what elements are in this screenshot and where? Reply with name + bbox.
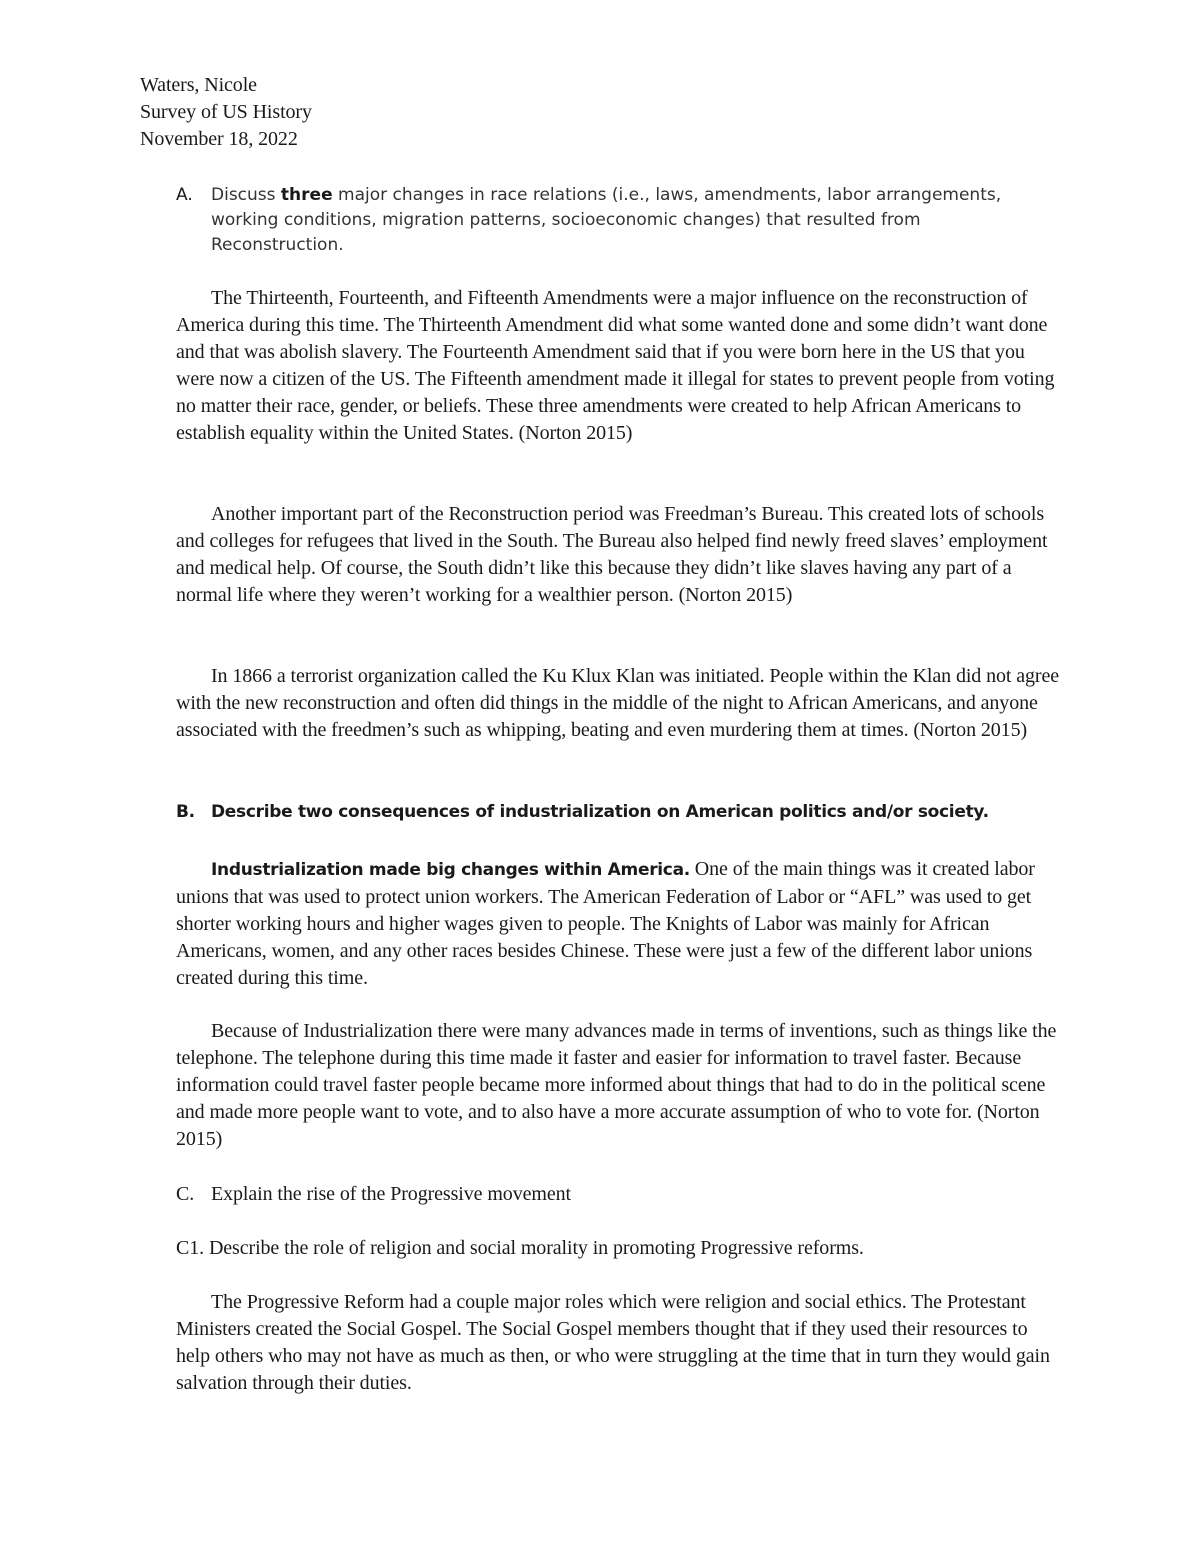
question-a-text-before: Discuss xyxy=(211,185,281,205)
answer-a-paragraph-3 xyxy=(176,663,1066,744)
question-c-number: C. xyxy=(176,1183,195,1205)
answer-b-p1-rest: One of the main things was it created labor unions that was used to protect union workers. The American Federation of Labor or “AFL” was used to get shorter working hours and higher wages given to people. The Knights of Labor was mainly for African Americans, women, and any other races besides Chinese. These were just a few of the different labor unions created during this time. xyxy=(176,858,1035,989)
question-c xyxy=(176,1181,1076,1208)
question-c1-text: C1. Describe the role of religion and social morality in promoting Progressive reforms. xyxy=(176,1237,864,1259)
answer-a-p3-text: In 1866 a terrorist organization called the Ku Klux Klan was initiated. People within the Klan did not agree with the new reconstruction and often did things in the middle of the night to African Americans, and anyone associated with the freedmen’s such as whipping, beating and even murdering them at times. (Norton 2015) xyxy=(176,665,1060,741)
answer-c1-paragraph-1 xyxy=(176,1289,1066,1397)
question-a xyxy=(176,183,1056,258)
question-c-text: Explain the rise of the Progressive movement xyxy=(211,1183,571,1205)
answer-b-p1-bold: Industrialization made big changes within America. xyxy=(211,860,690,880)
answer-a-p2-text: Another important part of the Reconstruction period was Freedman’s Bureau. This created lots of schools and colleges for refugees that lived in the South. The Bureau also helped find newly freed slaves’ employment and medical help. Of course, the South didn’t like this because they didn’t like slaves having any part of a normal life where they weren’t working for a wealthier person. (Norton 2015) xyxy=(176,503,1048,606)
answer-c1-p1-text: The Progressive Reform had a couple major roles which were religion and social ethics. The Protestant Ministers created the Social Gospel. The Social Gospel members thought that if they used their resources to help others who may not have as much as then, or who were struggling at the time that in turn they would gain salvation through their duties. xyxy=(176,1291,1050,1394)
course-name: Survey of US History xyxy=(140,101,312,123)
answer-b-paragraph-1 xyxy=(176,856,1066,992)
question-b-number: B. xyxy=(176,802,195,822)
question-c1 xyxy=(176,1235,1076,1262)
question-b-text: Describe two consequences of industrialization on American politics and/or society. xyxy=(211,802,989,822)
document-header xyxy=(140,72,1040,153)
question-a-text-after: major changes in race relations (i.e., laws, amendments, labor arrangements, working conditions, migration patterns, socioeconomic changes) that resulted from Reconstruction. xyxy=(211,185,1002,255)
student-name: Waters, Nicole xyxy=(140,74,257,96)
question-b xyxy=(176,800,1056,825)
question-a-emphasis: three xyxy=(280,185,333,205)
answer-b-paragraph-2 xyxy=(176,1018,1066,1153)
answer-b-p1 xyxy=(176,856,1066,992)
answer-a-paragraph-1 xyxy=(176,285,1066,447)
answer-a-paragraph-2 xyxy=(176,501,1066,609)
answer-a-p1-text: The Thirteenth, Fourteenth, and Fifteenth Amendments were a major influence on the reconstruction of America during this time. The Thirteenth Amendment did what some wanted done and some didn’t want done and that was abolish slavery. The Fourteenth Amendment said that if you were born here in the US that you were now a citizen of the US. The Fifteenth amendment made it illegal for states to prevent people from voting no matter their race, gender, or beliefs. These three amendments were created to help African Americans to establish equality within the United States. (Norton 2015) xyxy=(176,287,1055,444)
question-a-text xyxy=(211,183,1056,258)
document-date: November 18, 2022 xyxy=(140,128,298,150)
answer-b-p2-text: Because of Industrialization there were many advances made in terms of inventions, such as things like the telephone. The telephone during this time made it faster and easier for information to travel faster. Because information could travel faster people became more informed about things that had to do in the political scene and made more people want to vote, and to also have a more accurate assumption of who to vote for. (Norton 2015) xyxy=(176,1020,1057,1150)
question-a-number: A. xyxy=(176,185,193,205)
